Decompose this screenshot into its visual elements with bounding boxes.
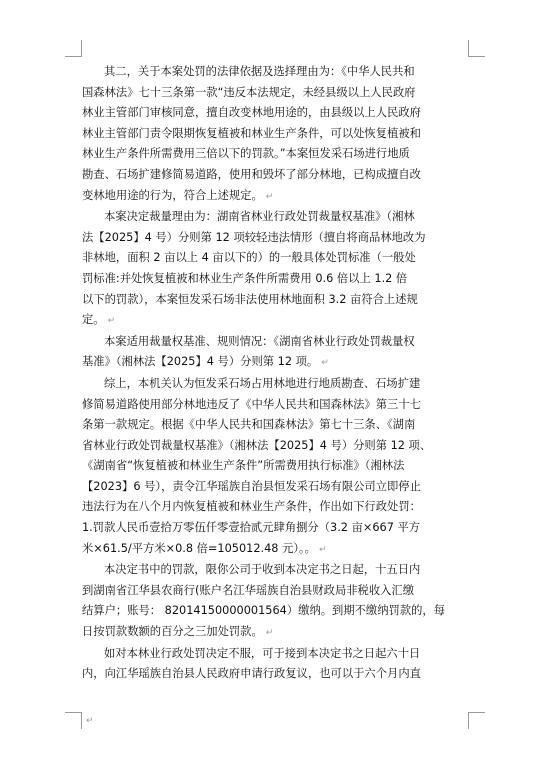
- end-paragraph-mark: ↵: [86, 716, 94, 726]
- line-text: 米×61.5/平方米×0.8 倍=105012.48 元）。。: [82, 541, 316, 555]
- text-line: 国森林法》七十三条第一款“违反本法规定，未经县级以上人民政府: [82, 85, 416, 99]
- text-line: 【2023】6 号），责令江华瑶族自治县恒发采石场有限公司立即停止: [82, 479, 421, 493]
- text-line: 林业主管部门审核同意，擅自改变林地用途的，由县级以上人民政府: [82, 106, 421, 120]
- crop-mark-top-right: [468, 40, 485, 57]
- paragraph-mark: ↵: [265, 628, 274, 639]
- text-line: 林业生产条件所需费用三倍以下的罚款。”本案恒发采石场进行地质: [82, 147, 410, 161]
- body-paragraph: [82, 332, 468, 374]
- line-text: 日按罚款数额的百分之三加处罚款。: [82, 625, 263, 639]
- text-line: 修简易道路使用部分林地违反了《中华人民共和国森林法》第三十七: [82, 397, 421, 411]
- body-paragraph: [82, 560, 468, 643]
- text-line: 内，向江华瑶族自治县人民政府申请行政复议，也可以于六个月内直: [82, 667, 421, 681]
- paragraph-mark: ↵: [318, 544, 327, 555]
- body-paragraph: [82, 207, 468, 332]
- text-line: 1.罚款人民币壹拾万零伍仟零壹拾贰元肆角捌分（3.2 亩×667 平方: [82, 521, 421, 535]
- paragraph-mark: ↵: [107, 316, 116, 327]
- paragraph-mark: ↵: [265, 191, 274, 202]
- text-line: 以下的罚款），本案恒发采石场非法使用林地面积 3.2 亩符合上述规: [82, 292, 418, 306]
- text-line: 林业主管部门责令限期恢复植被和林业生产条件，可以处恢复植被和: [82, 126, 421, 140]
- document-page: [82, 62, 468, 685]
- text-line: 罚标准:并处恢复植被和林业生产条件所需费用 0.6 倍以上 1.2 倍: [82, 271, 408, 285]
- line-text: 变林地用途的行为，符合上述规定。: [82, 188, 263, 202]
- text-line: 非林地，面积 2 亩以上 4 亩以下的）的一般具体处罚标准（一般处: [82, 251, 416, 265]
- body-paragraph: [82, 644, 468, 685]
- text-line: 法【2025】4 号）分则第 12 项较轻违法情形（擅自将商品林地改为: [82, 230, 426, 244]
- text-line: 条第一款规定。根据《中华人民共和国森林法》第七十三条、《湖南: [82, 418, 416, 432]
- paragraph-mark: ↵: [321, 358, 329, 369]
- text-line: 综上，本机关认为恒发采石场占用林地进行地质勘查、石场扩建: [104, 376, 421, 390]
- crop-mark-bottom-left: [65, 712, 82, 729]
- text-line: 结算户；账号： 82014150000001564）缴纳。到期不缴纳罚款的，每: [82, 604, 446, 618]
- text-line: 其二，关于本案处罚的法律依据及选择理由为：《中华人民共和: [104, 65, 415, 78]
- text-line: [82, 310, 468, 332]
- crop-mark-bottom-right: [468, 712, 485, 729]
- text-line: 省林业行政处罚裁量权基准》（湘林法【2025】4 号）分则第 12 项、: [82, 438, 432, 452]
- text-line: 《湖南省“恢复植被和林业生产条件”所需费用执行标准》（湘林法: [82, 459, 405, 473]
- text-line: 本决定书中的罚款，限你公司于收到本决定书之日起，十五日内: [104, 563, 421, 577]
- text-line: 本案适用裁量权基准、规则情况：《湖南省林业行政处罚裁量权: [104, 334, 415, 348]
- body-paragraph: [82, 374, 468, 560]
- text-line: [82, 539, 468, 561]
- line-text: 定。: [82, 313, 105, 327]
- text-line: 如对本林业行政处罚决定不服，可于接到本决定书之日起六十日: [104, 646, 421, 660]
- text-line: 勘查、石场扩建修简易道路，使用和毁坏了部分林地，已构成擅自改: [82, 167, 421, 181]
- body-paragraph: [82, 62, 468, 207]
- text-line: 到湖南省江华县农商行(账户名江华瑶族自治县财政局非税收入汇缴: [82, 583, 415, 597]
- line-text: 基准》（湘林法【2025】4 号）分则第 12 项。: [82, 355, 319, 369]
- text-line: [82, 622, 468, 644]
- crop-mark-top-left: [65, 40, 82, 57]
- text-line: 违法行为在八个月内恢复植被和林业生产条件，作出如下行政处罚：: [82, 500, 421, 514]
- text-line: 本案决定裁量理由为：湖南省林业行政处罚裁量权基准》（湘林: [104, 210, 415, 224]
- text-line: [82, 186, 468, 208]
- text-line: [82, 352, 468, 374]
